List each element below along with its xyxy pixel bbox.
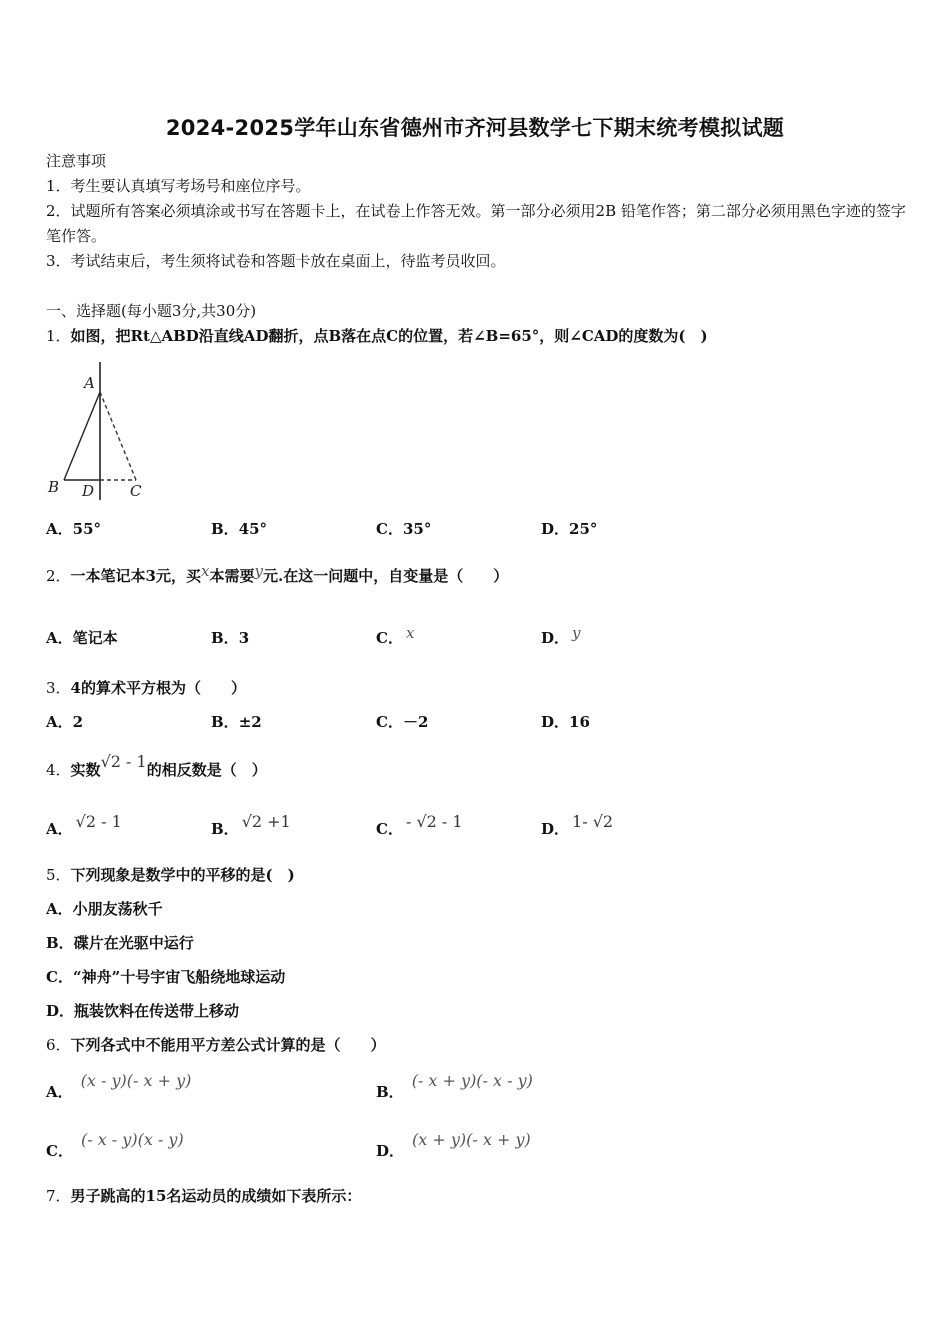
question-7: 7．男子跳高的15名运动员的成绩如下表所示： (46, 1187, 362, 1205)
question-5: 5．下列现象是数学中的平移的是( ) (46, 866, 295, 884)
notice-item: 1．考生要认真填写考场号和座位序号。 (46, 177, 311, 195)
option-a: A．笔记本 (46, 629, 118, 647)
notice-item: 3．考试结束后，考生须将试卷和答题卡放在桌面上，待监考员收回。 (46, 252, 506, 270)
segment-ac-dashed (100, 392, 136, 480)
label-c: C (130, 482, 142, 500)
math-expression: √2 - 1 (100, 752, 147, 771)
question-3: 3．4的算术平方根为（ ） (46, 679, 246, 697)
page-title: 2024-2025学年山东省德州市齐河县数学七下期末统考模拟试题 (165, 116, 785, 140)
option-c: C．35° (376, 520, 432, 538)
question-6: 6．下列各式中不能用平方差公式计算的是（ ） (46, 1036, 386, 1054)
option-a: A．55° (46, 520, 102, 538)
option-d: D． 1- √2 (541, 812, 614, 838)
option-d: D．瓶装饮料在传送带上移动 (46, 1002, 240, 1020)
option-a: A．小朋友荡秋千 (46, 900, 163, 918)
option-d: D． y (541, 624, 581, 647)
option-d: D．25° (541, 520, 598, 538)
variable-x: x (201, 562, 210, 580)
label-a: A (84, 374, 95, 392)
question-text: 如图，把Rt△ABD沿直线AD翻折，点B落在点C的位置，若∠B=65°，则∠CAD的度数为( ) (70, 327, 708, 345)
option-d: D．16 (541, 713, 590, 731)
option-d: D．(x + y)(- x + y) (376, 1130, 531, 1160)
segment-ab (64, 392, 100, 480)
question-number: 1． (46, 327, 71, 345)
option-c: C．－2 (376, 713, 429, 731)
option-b: B． √2 +1 (211, 812, 291, 838)
option-b: B．45° (211, 520, 268, 538)
option-b: B．3 (211, 629, 250, 647)
question-2: 2．一本笔记本3元，买x本需要y元.在这一问题中，自变量是（ ） (46, 562, 509, 585)
option-c: C．“神舟”十号宇宙飞船绕地球运动 (46, 968, 286, 986)
option-c: C． - √2 - 1 (376, 812, 463, 838)
option-b: B．碟片在光驱中运行 (46, 934, 194, 952)
option-b: B．±2 (211, 713, 262, 731)
label-d: D (82, 482, 95, 500)
option-c: C．(- x - y)(x - y) (46, 1130, 184, 1160)
section-heading: 一、选择题(每小题3分,共30分) (46, 302, 257, 320)
label-b: B (48, 478, 60, 496)
option-a: A． √2 - 1 (46, 812, 122, 838)
notice-heading: 注意事项 (46, 152, 107, 170)
option-b: B．(- x + y)(- x - y) (376, 1071, 533, 1101)
notice-item: 2．试题所有答案必须填涂或书写在答题卡上，在试卷上作答无效。第一部分必须用2B 铅笔作答；第二部分必须用黑色字迹的签字笔作答。 (46, 202, 906, 245)
option-a: A．(x - y)(- x + y) (46, 1071, 192, 1101)
triangle-figure (44, 362, 154, 502)
variable-y: y (254, 562, 263, 580)
option-a: A．2 (46, 713, 84, 731)
question-4: 4．实数√2 - 1的相反数是（ ） (46, 752, 267, 779)
option-c: C． x (376, 624, 415, 647)
question-1 (46, 324, 708, 349)
